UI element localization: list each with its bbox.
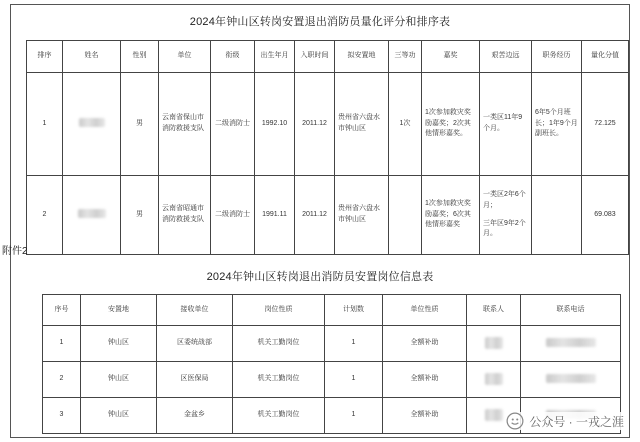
nature-cell: 全额补助 bbox=[383, 326, 467, 362]
header-cell: 艰苦边远 bbox=[480, 41, 532, 73]
rank-cell: 1 bbox=[27, 73, 63, 176]
header-cell: 序号 bbox=[43, 295, 81, 326]
table1-title: 2024年钟山区转岗安置退出消防员量化评分和排序表 bbox=[189, 16, 451, 28]
remote-cell bbox=[480, 176, 532, 255]
wechat-official-icon bbox=[506, 412, 524, 430]
name-cell-redacted bbox=[63, 73, 121, 176]
header-cell: 单位性质 bbox=[383, 295, 467, 326]
phone-cell-redacted bbox=[521, 326, 621, 362]
redaction-blur bbox=[546, 338, 596, 347]
table1-header-row bbox=[27, 41, 629, 73]
header-cell: 安置地 bbox=[81, 295, 157, 326]
post-cell: 机关工勤岗位 bbox=[233, 362, 325, 398]
attachment-label: 附件2 bbox=[2, 246, 28, 257]
duty-cell bbox=[532, 176, 582, 255]
receiver-cell: 区委统战部 bbox=[157, 326, 233, 362]
watermark-text: 公众号 · 一戎之涯 bbox=[529, 414, 624, 429]
place-cell: 钟山区 bbox=[81, 362, 157, 398]
header-cell: 嘉奖 bbox=[422, 41, 480, 73]
score-cell: 69.083 bbox=[582, 176, 629, 255]
commend-cell: 1次参加救灾奖励嘉奖；6次其他情形嘉奖 bbox=[422, 176, 480, 255]
plan-cell: 1 bbox=[325, 326, 383, 362]
nature-cell: 全额补助 bbox=[383, 362, 467, 398]
placement-cell: 贵州省六盘水市钟山区 bbox=[335, 73, 389, 176]
place-cell: 钟山区 bbox=[81, 398, 157, 434]
table-row bbox=[27, 176, 629, 255]
header-cell: 联系电话 bbox=[521, 295, 621, 326]
nature-cell: 全额补助 bbox=[383, 398, 467, 434]
table-row bbox=[43, 362, 621, 398]
header-cell: 入职时间 bbox=[295, 41, 335, 73]
post-cell: 机关工勤岗位 bbox=[233, 326, 325, 362]
header-cell: 出生年月 bbox=[255, 41, 295, 73]
header-cell: 三等功 bbox=[389, 41, 422, 73]
unit-cell: 云南省昭通市消防救援支队 bbox=[159, 176, 211, 255]
header-cell: 计划数 bbox=[325, 295, 383, 326]
header-cell: 岗位性质 bbox=[233, 295, 325, 326]
unit-cell: 云南省保山市消防救援支队 bbox=[159, 73, 211, 176]
plan-cell: 1 bbox=[325, 398, 383, 434]
redaction-blur bbox=[546, 374, 596, 383]
remote-line: 一类区2年6个月； bbox=[483, 190, 526, 209]
name-cell-redacted bbox=[63, 176, 121, 255]
duty-cell: 6年5个月班长；1年9个月副班长。 bbox=[532, 73, 582, 176]
redaction-blur bbox=[79, 118, 105, 127]
header-cell: 拟安置地 bbox=[335, 41, 389, 73]
post-cell: 机关工勤岗位 bbox=[233, 398, 325, 434]
header-cell: 衔级 bbox=[211, 41, 255, 73]
receiver-cell: 金盆乡 bbox=[157, 398, 233, 434]
redaction-blur bbox=[78, 209, 106, 218]
grade-cell: 二级消防士 bbox=[211, 73, 255, 176]
remote-line: 三年区9年2个月。 bbox=[483, 219, 526, 238]
redaction-blur bbox=[485, 373, 503, 385]
header-cell: 性别 bbox=[121, 41, 159, 73]
header-cell: 联系人 bbox=[467, 295, 521, 326]
birth-cell: 1991.11 bbox=[255, 176, 295, 255]
scoring-ranking-table bbox=[26, 40, 629, 255]
no-cell: 2 bbox=[43, 362, 81, 398]
watermark bbox=[506, 412, 624, 430]
gender-cell: 男 bbox=[121, 73, 159, 176]
place-cell: 钟山区 bbox=[81, 326, 157, 362]
score-cell: 72.125 bbox=[582, 73, 629, 176]
header-cell: 单位 bbox=[159, 41, 211, 73]
entry-cell: 2011.12 bbox=[295, 73, 335, 176]
entry-cell: 2011.12 bbox=[295, 176, 335, 255]
grade-cell: 二级消防士 bbox=[211, 176, 255, 255]
plan-cell: 1 bbox=[325, 362, 383, 398]
table2-header-row bbox=[43, 295, 621, 326]
contact-cell-redacted bbox=[467, 326, 521, 362]
merit-cell: 1次 bbox=[389, 73, 422, 176]
no-cell: 1 bbox=[43, 326, 81, 362]
redaction-blur bbox=[485, 337, 503, 349]
table2-title: 2024年钟山区转岗退出消防员安置岗位信息表 bbox=[206, 271, 434, 283]
header-cell: 接收单位 bbox=[157, 295, 233, 326]
merit-cell bbox=[389, 176, 422, 255]
header-cell: 排序 bbox=[27, 41, 63, 73]
placement-cell: 贵州省六盘水市钟山区 bbox=[335, 176, 389, 255]
header-cell: 量化分值 bbox=[582, 41, 629, 73]
gender-cell: 男 bbox=[121, 176, 159, 255]
header-cell: 职务经历 bbox=[532, 41, 582, 73]
phone-cell-redacted bbox=[521, 362, 621, 398]
no-cell: 3 bbox=[43, 398, 81, 434]
table-row bbox=[27, 73, 629, 176]
receiver-cell: 区医保局 bbox=[157, 362, 233, 398]
birth-cell: 1992.10 bbox=[255, 73, 295, 176]
header-cell: 姓名 bbox=[63, 41, 121, 73]
remote-cell: 一类区11年9个月。 bbox=[480, 73, 532, 176]
table-row bbox=[43, 326, 621, 362]
commend-cell: 1次参加救灾奖励嘉奖；2次其他情形嘉奖。 bbox=[422, 73, 480, 176]
rank-cell: 2 bbox=[27, 176, 63, 255]
contact-cell-redacted bbox=[467, 362, 521, 398]
redaction-blur bbox=[485, 409, 503, 421]
